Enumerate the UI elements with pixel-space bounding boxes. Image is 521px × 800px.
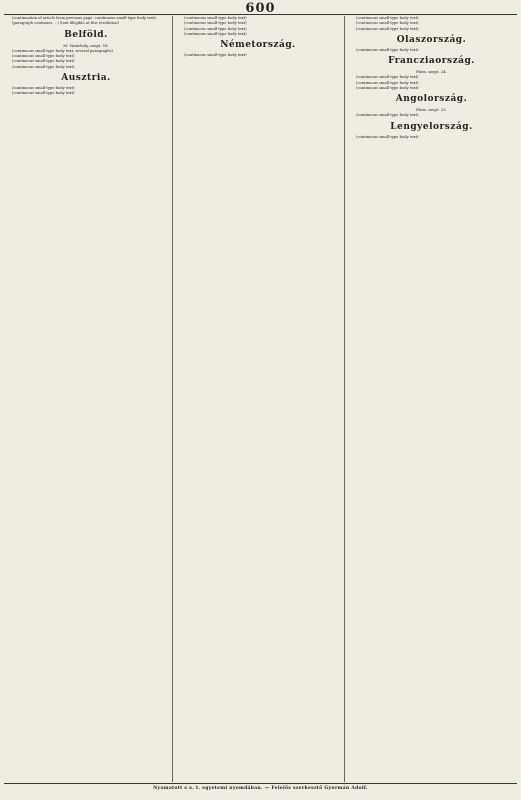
paragraph: (continuous small-type body text)	[356, 86, 419, 91]
paragraph: (continuous small-type body text)	[12, 54, 75, 59]
paragraph: (continuation of article from previous page, continuous small-type body text)	[12, 16, 156, 20]
paragraph: (continuous small-type body text)	[356, 48, 419, 53]
page-number: 600	[245, 1, 276, 16]
section-heading-nemetorszag: Németország.	[220, 40, 296, 51]
paragraph: (continuous small-type body text)	[356, 16, 419, 20]
column-3	[350, 16, 513, 782]
paragraph: (continuous small-type body text)	[184, 21, 247, 26]
paragraph: (continuous small-type body text)	[356, 134, 419, 139]
paragraph: (continuous small-type body text)	[184, 53, 247, 58]
header-rule	[4, 14, 517, 15]
section-heading-lengyelorszag: Lengyelország.	[390, 121, 473, 132]
section-heading-olaszorszag: Olaszország.	[396, 35, 467, 46]
paragraph: (continuous small-type body text)	[184, 32, 247, 37]
column-2	[178, 16, 338, 782]
paragraph: (continuous small-type body text)	[12, 91, 75, 96]
section-heading-franciaorszag: Francziaország.	[388, 56, 475, 67]
section-heading-ausztria: Ausztria.	[61, 73, 111, 84]
paragraph: (continuous small-type body text)	[12, 64, 75, 69]
section-heading-angolorszag: Angolország.	[395, 94, 468, 105]
footer-rule	[4, 783, 517, 784]
paragraph: (continuous small-type body text, several paragraphs)	[12, 48, 113, 53]
paragraph: (continuous small-type body text)	[356, 26, 419, 31]
lead-text	[6, 16, 166, 26]
section-heading-belfold: Belföld.	[64, 29, 108, 40]
dateline: Páris, szept. 25.	[416, 107, 447, 113]
paragraph: (continuous small-type body text)	[356, 75, 419, 80]
imprint-line: Nyomatott s a. t. egyetemi nyomdában. — Felelős szerkesztő Gyurmán Adolf.	[153, 786, 368, 791]
column-divider	[344, 16, 345, 782]
dateline: Páris, szept. 24.	[416, 69, 447, 75]
paragraph: (continuous small-type body text)	[356, 80, 419, 85]
paragraph: (continuous small-type body text)	[12, 86, 75, 91]
paragraph: (continuous small-type body text)	[356, 21, 419, 26]
paragraph: (continuous small-type body text)	[184, 16, 247, 20]
paragraph: (continuous small-type body text)	[184, 26, 247, 31]
paragraph: (continuous small-type body text)	[356, 113, 419, 118]
paragraph: (paragraph continues …) (text illegible at this resolution)	[12, 21, 120, 26]
column-divider	[172, 16, 173, 782]
column-1	[6, 16, 166, 782]
paragraph: (continuous small-type body text)	[12, 59, 75, 64]
dateline: M. Vásárhely, szept. 18.	[63, 42, 109, 48]
